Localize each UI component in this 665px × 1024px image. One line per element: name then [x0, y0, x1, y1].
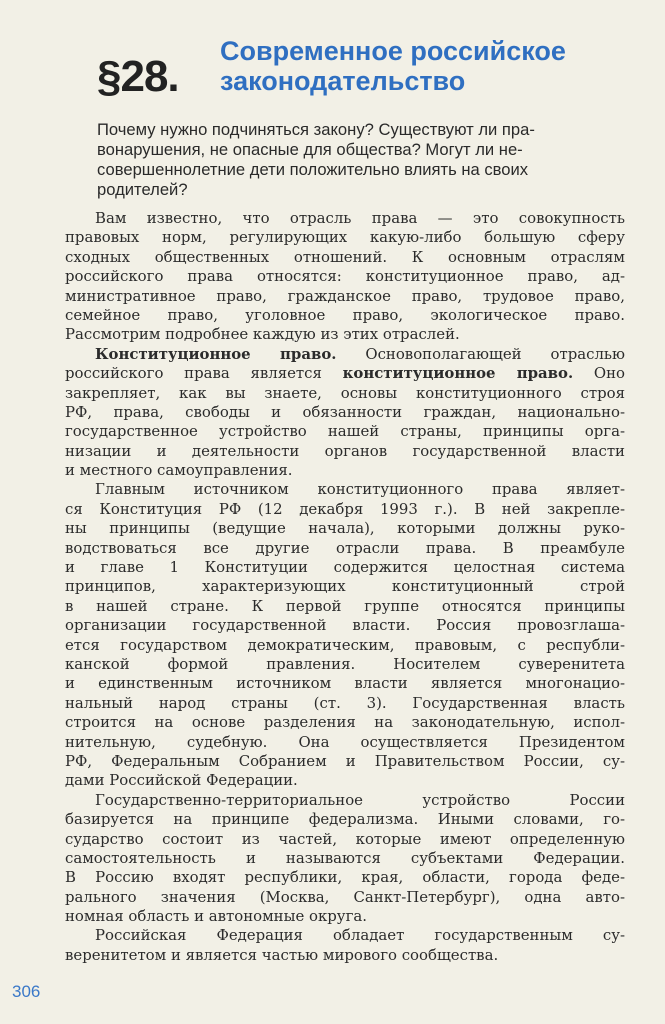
- bold-term: Конституционное право.: [95, 344, 337, 363]
- text-line: Государственно-территориальное устройство России: [95, 790, 625, 809]
- paragraph-number: §28.: [97, 52, 179, 101]
- text-line: ется государством демократическим, правовым, с республи-: [65, 635, 625, 654]
- intro-questions: [97, 120, 627, 200]
- text-fragment: российского права является: [65, 364, 343, 383]
- section-header: [97, 36, 637, 106]
- question-line: вонарушения, не опасные для общества? Могут ли не-: [97, 140, 523, 159]
- bold-term: конституционное право.: [342, 364, 574, 383]
- body-text: [65, 209, 625, 965]
- text-line: В Россию входят республики, края, области, города феде-: [65, 868, 625, 887]
- text-line: самостоятельность и называются субъектами Федерации.: [65, 848, 625, 867]
- text-line: веренитетом и является частью мирового сообщества.: [65, 945, 499, 964]
- text-line: [65, 364, 625, 383]
- text-line: РФ, права, свободы и обязанности граждан, национально-: [65, 402, 625, 421]
- text-fragment: Оно: [573, 364, 625, 383]
- text-line: РФ, Федеральным Собранием и Правительством России, су-: [65, 751, 625, 770]
- text-line: российского права относятся: конституционное право, ад-: [65, 267, 625, 286]
- text-line: сударство состоит из частей, которые имеют определенную: [65, 829, 625, 848]
- question-line: родителей?: [97, 180, 188, 199]
- section-title-line-1: Современное российское: [220, 36, 566, 66]
- text-line: базируется на принципе федерализма. Иными словами, го-: [65, 810, 625, 829]
- text-line: государственное устройство нашей страны, принципы орга-: [65, 422, 625, 441]
- text-fragment: Основополагающей отраслью: [336, 344, 626, 363]
- text-line: сходных общественных отношений. К основным отраслям: [65, 247, 625, 266]
- text-line: строится на основе разделения на законодательную, испол-: [65, 713, 625, 732]
- text-line: ны принципы (ведущие начала), которыми должны руко-: [65, 519, 625, 538]
- text-line: семейное право, уголовное право, экологическое право.: [65, 305, 625, 324]
- text-line: нительную, судебную. Она осуществляется Президентом: [65, 732, 625, 751]
- text-line: принципов, характеризующих конституционный строй: [65, 577, 625, 596]
- text-line: и единственным источником власти является многонацио-: [65, 674, 625, 693]
- text-line: низации и деятельности органов государственной власти: [65, 441, 625, 460]
- text-line: рального значения (Москва, Санкт-Петербург), одна авто-: [65, 887, 625, 906]
- text-line: и главе 1 Конституции содержится целостная система: [65, 558, 625, 577]
- section-title: [220, 36, 566, 96]
- text-line: организации государственной власти. Россия провозглаша-: [65, 616, 625, 635]
- text-line: в нашей стране. К первой группе относятся принципы: [65, 596, 625, 615]
- text-line: закрепляет, как вы знаете, основы конституционного строя: [65, 383, 625, 402]
- text-line: канской формой правления. Носителем суверенитета: [65, 654, 625, 673]
- text-line: [65, 345, 625, 364]
- text-line: министративное право, гражданское право, трудовое право,: [65, 286, 625, 305]
- text-line: нальный народ страны (ст. 3). Государственная власть: [65, 693, 625, 712]
- text-line: Российская Федерация обладает государственным су-: [95, 926, 625, 945]
- section-title-line-2: законодательство: [220, 66, 466, 96]
- text-line: дами Российской Федерации.: [65, 771, 298, 790]
- text-line: Рассмотрим подробнее каждую из этих отраслей.: [65, 325, 460, 344]
- text-line: правовых норм, регулирующих какую-либо большую сферу: [65, 228, 625, 247]
- text-line: водствоваться все другие отрасли права. В преамбуле: [65, 538, 625, 557]
- question-line: совершеннолетние дети положительно влиять на своих: [97, 160, 529, 179]
- text-line: ся Конституция РФ (12 декабря 1993 г.). В ней закрепле-: [65, 499, 625, 518]
- page-number: 306: [12, 982, 41, 1001]
- text-line: и местного самоуправления.: [65, 461, 293, 480]
- text-line: Главным источником конституционного права являет-: [95, 480, 625, 499]
- text-line: Вам известно, что отрасль права — это совокупность: [95, 209, 625, 227]
- text-line: номная область и автономные округа.: [65, 907, 367, 926]
- question-line: Почему нужно подчиняться закону? Существуют ли пра-: [97, 120, 535, 139]
